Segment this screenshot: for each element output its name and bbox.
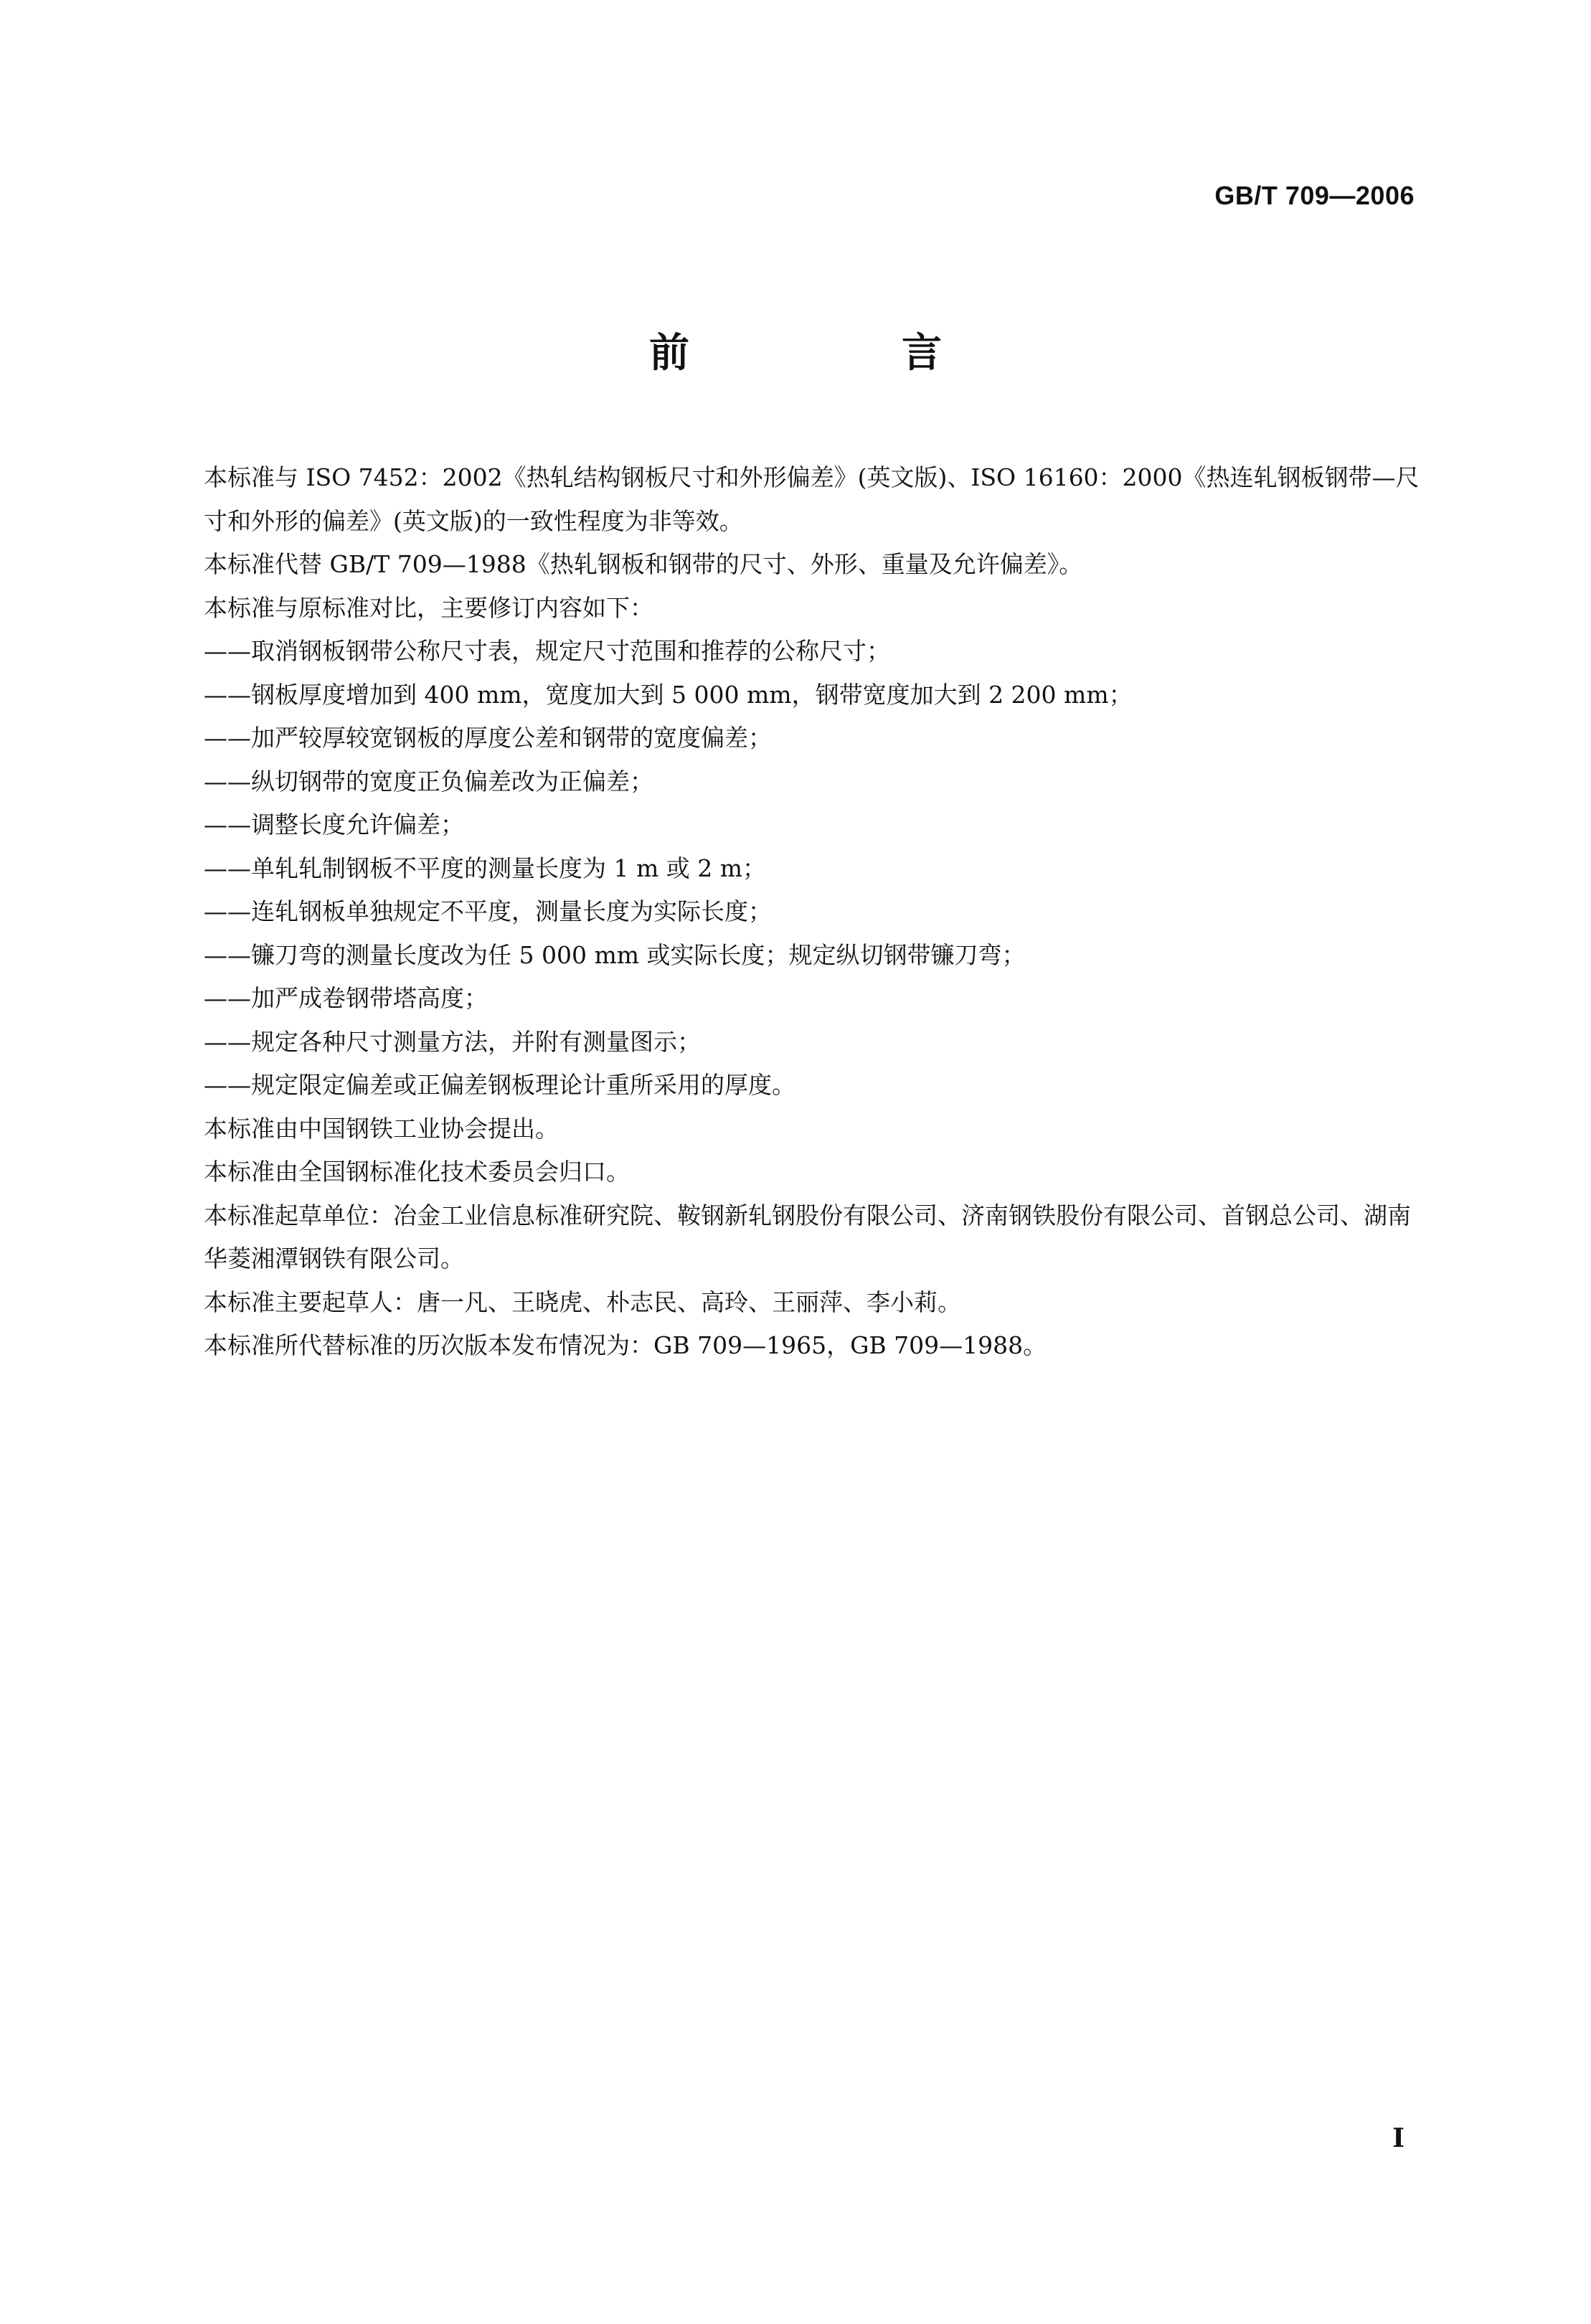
revision-item: ——加严较厚较宽钢板的厚度公差和钢带的宽度偏差； — [204, 724, 772, 752]
revision-item: ——钢板厚度增加到 400 mm，宽度加大到 5 000 mm，钢带宽度加大到 2 200 mm； — [204, 680, 1133, 709]
revision-item: ——连轧钢板单独规定不平度，测量长度为实际长度； — [204, 897, 772, 925]
revision-item: ——镰刀弯的测量长度改为任 5 000 mm 或实际长度；规定纵切钢带镰刀弯； — [204, 940, 1026, 969]
paragraph-drafting-units: 本标准起草单位：冶金工业信息标准研究院、鞍钢新轧钢股份有限公司、济南钢铁股份有限公司、首钢总公司、湖南华菱湘潭钢铁有限公司。 — [204, 1201, 1411, 1272]
revision-item: ——调整长度允许偏差； — [204, 811, 464, 839]
standard-code: GB/T 709—2006 — [1214, 181, 1415, 210]
revision-item: ——取消钢板钢带公称尺寸表，规定尺寸范围和推荐的公称尺寸； — [204, 637, 890, 665]
page-number: I — [1392, 2123, 1404, 2153]
paragraph-drafters: 本标准主要起草人：唐一凡、王晓虎、朴志民、高玲、王丽萍、李小莉。 — [204, 1288, 961, 1316]
revision-item: ——纵切钢带的宽度正负偏差改为正偏差； — [204, 767, 653, 795]
revision-item: ——加严成卷钢带塔高度； — [204, 984, 488, 1012]
revision-item: ——单轧轧制钢板不平度的测量长度为 1 m 或 2 m； — [204, 854, 767, 882]
revision-item: ——规定限定偏差或正偏差钢板理论计重所采用的厚度。 — [204, 1071, 796, 1099]
paragraph-replaces: 本标准代替 GB/T 709—1988《热轧钢板和钢带的尺寸、外形、重量及允许偏差》。 — [204, 550, 1083, 578]
paragraph-previous-editions: 本标准所代替标准的历次版本发布情况为：GB 709—1965，GB 709—1988。 — [204, 1331, 1047, 1359]
page-title: 前 言 — [649, 330, 1028, 377]
paragraph-administered-by: 本标准由全国钢标准化技术委员会归口。 — [204, 1158, 630, 1186]
paragraph-equivalence: 本标准与 ISO 7452：2002《热轧结构钢板尺寸和外形偏差》(英文版)、ISO 16160：2000《热连轧钢板钢带—尺寸和外形的偏差》(英文版)的一致性程度为非等效。 — [204, 463, 1420, 535]
paragraph-revisions-intro: 本标准与原标准对比，主要修订内容如下： — [204, 593, 653, 622]
document-body — [204, 456, 1423, 1368]
revision-item: ——规定各种尺寸测量方法，并附有测量图示； — [204, 1027, 701, 1056]
paragraph-proposed-by: 本标准由中国钢铁工业协会提出。 — [204, 1114, 559, 1143]
